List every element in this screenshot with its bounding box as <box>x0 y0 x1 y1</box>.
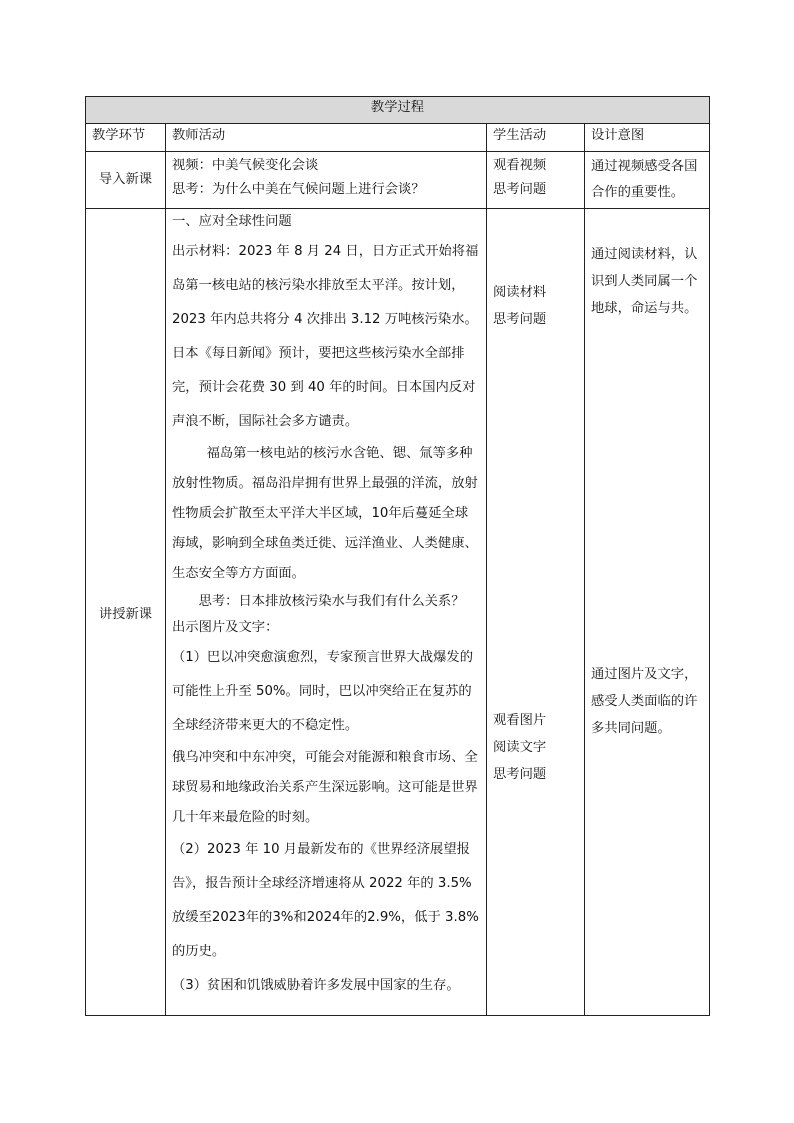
student-1-line-2: 思考问题 <box>493 312 547 327</box>
header-intent: 设计意图 <box>585 124 710 152</box>
intro-row <box>86 152 710 209</box>
student-2-line-2: 阅读文字 <box>493 740 547 755</box>
teaching-heading: 一、应对全球性问题 <box>172 214 292 229</box>
teaching-row <box>86 209 710 1016</box>
intro-teacher-line-2: 思考：为什么中美在气候问题上进行会谈？ <box>172 182 425 197</box>
show-text: 出示图片及文字： <box>172 620 279 635</box>
teaching-stage: 讲授新课 <box>86 209 166 1016</box>
intro-intent-text: 通过视频感受各国合作的重要性。 <box>591 159 698 200</box>
teaching-intent <box>585 209 710 1016</box>
table-title: 教学过程 <box>86 97 710 124</box>
material-2: 福岛第一核电站的核污水含铯、锶、氚等多种放射性物质。福岛沿岸拥有世界上最强的洋流，放射性物质会扩散至太平洋大半区域，10年后蔓延全球海域，影响到全球鱼类迁徙、远洋渔业、人类健康、生态安全等方方面面。 <box>172 446 478 581</box>
teaching-process-table <box>85 96 710 1016</box>
intent-2: 通过图片及文字，感受人类面临的许多共同问题。 <box>591 667 698 736</box>
item-1: （1）巴以冲突愈演愈烈，专家预言世界大战爆发的可能性上升至 50%。同时，巴以冲突给正在复苏的全球经济带来更大的不稳定性。 <box>172 650 473 733</box>
header-teacher: 教师活动 <box>166 124 487 152</box>
material-1: 出示材料：2023 年 8 月 24 日，日方正式开始将福岛第一核电站的核污染水排放至太平洋。按计划，2023 年内总共将分 4 次排出 3.12 万吨核污染水。日本《每日新闻》预计，要把这些核污染水全部排完，预计会花费 30 到 40 年的时间。日本国内反对声浪不断，国际社会多方谴责。 <box>172 244 479 429</box>
intro-student-line-1: 观看视频 <box>493 158 547 173</box>
item-2: （2）2023 年 10 月最新发布的《世界经济展望报告》，报告预计全球经济增速将从 2022 年的 3.5%放缓至2023年的3%和2024年的2.9%，低于 3.8%的历史。 <box>172 842 479 959</box>
item-1b: 俄乌冲突和中东冲突，可能会对能源和粮食市场、全球贸易和地缘政治关系产生深远影响。这可能是世界几十年来最危险的时刻。 <box>172 750 478 825</box>
header-row <box>86 124 710 152</box>
intro-teacher <box>166 152 487 209</box>
intro-teacher-line-1: 视频：中美气候变化会谈 <box>172 158 319 173</box>
intro-student-line-2: 思考问题 <box>493 182 547 197</box>
intent-1: 通过阅读材料，认识到人类同属一个地球，命运与共。 <box>591 247 698 316</box>
intro-student <box>487 152 585 209</box>
teaching-student <box>487 209 585 1016</box>
intro-stage: 导入新课 <box>86 152 166 209</box>
teaching-teacher <box>166 209 487 1016</box>
teaching-student-group-1 <box>493 279 578 333</box>
header-student: 学生活动 <box>487 124 585 152</box>
student-2-line-3: 思考问题 <box>493 767 547 782</box>
header-stage: 教学环节 <box>86 124 166 152</box>
question-text: 思考：日本排放核污染水与我们有什么关系？ <box>198 594 465 609</box>
student-1-line-1: 阅读材料 <box>493 285 547 300</box>
teaching-student-group-2 <box>493 707 578 788</box>
student-2-line-1: 观看图片 <box>493 713 547 728</box>
item-3: （3）贫困和饥饿威胁着许多发展中国家的生存。 <box>172 978 460 993</box>
intro-intent <box>585 152 710 209</box>
